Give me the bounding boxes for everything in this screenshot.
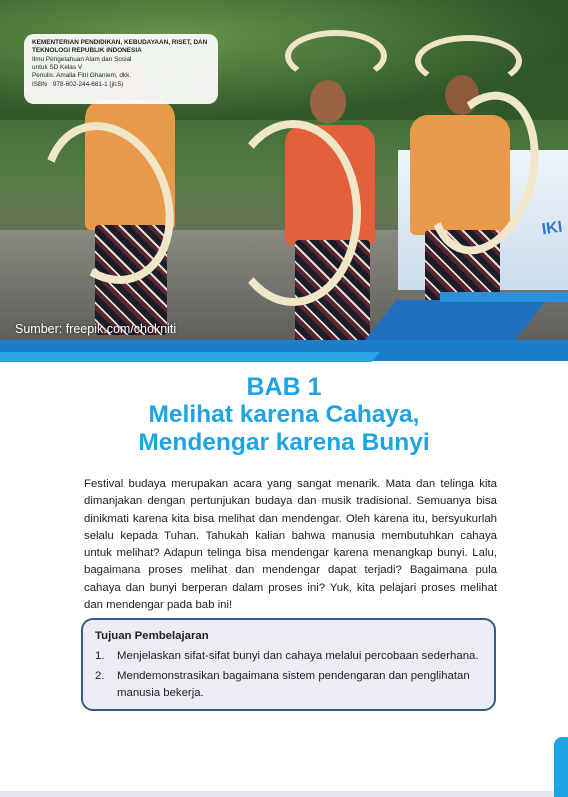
list-number: 1.: [95, 650, 105, 662]
chapter-number: BAB 1: [246, 373, 322, 401]
photo-credit: Sumber: freepik.com/chokniti: [15, 322, 177, 336]
chapter-title-line2: Mendengar karena Bunyi: [138, 429, 430, 456]
subject-name: Ilmu Pengetahuan Alam dan Sosial: [32, 55, 132, 63]
intro-paragraph: Festival budaya merupakan acara yang sangat menarik. Mata dan telinga kita dimanjakan dengan pertunjukan budaya dan musik tradisional. Semuanya bisa dinikmati karena kita bisa melihat dan mendengar. Oleh karena itu, bersyukurlah selalu kepada Tuhan. Tahukah kalian bahwa manusia membutuhkan cahaya untuk melihat? Adapun telinga bisa mendengar karena menangkap bunyi. Lalu, bagaimana proses melihat dan mendengar dapat terjadi? Bagaimana pula cahaya dan bunyi berperan dalam proses ini? Yuk, kita pelajari proses melihat dan mendengar pada bab ini!: [84, 478, 497, 612]
book-info-box: [24, 34, 218, 104]
performer-right: [400, 20, 530, 320]
chapter-heading: [0, 373, 568, 457]
author-label: Penulis: Amalia Fitri Ghaniem, dkk.: [32, 72, 132, 80]
isbn-label: ISBN: [32, 80, 47, 88]
decor-stripe: [440, 292, 568, 302]
sasando-instrument: [225, 120, 361, 306]
page-footer-bar: [0, 791, 568, 797]
list-item: [95, 668, 482, 702]
page-corner-accent: [554, 737, 568, 797]
learning-goals-list: [95, 648, 482, 702]
learning-goals-box: [81, 618, 496, 711]
chapter-title-line1: Melihat karena Cahaya,: [148, 401, 420, 428]
grade-label: untuk SD Kelas V: [32, 63, 83, 71]
isbn-value: 978-602-244-681-1 (jil.5): [52, 80, 124, 88]
decor-divider: [0, 362, 568, 372]
learning-goals-title: Tujuan Pembelajaran: [95, 630, 209, 642]
list-item: [95, 648, 482, 665]
list-text: Menjelaskan sifat-sifat bunyi dan cahaya melalui percobaan sederhana.: [117, 650, 479, 662]
banner-text: IKI: [540, 218, 564, 239]
list-text: Mendemonstrasikan bagaimana sistem pendengaran dan penglihatan manusia bekerja.: [117, 670, 470, 699]
isbn-row: [32, 81, 210, 89]
list-number: 2.: [95, 670, 105, 682]
ministry-name: KEMENTERIAN PENDIDIKAN, KEBUDAYAAN, RISET, DAN TEKNOLOGI REPUBLIK INDONESIA: [32, 39, 208, 55]
performer-center: [255, 30, 405, 345]
